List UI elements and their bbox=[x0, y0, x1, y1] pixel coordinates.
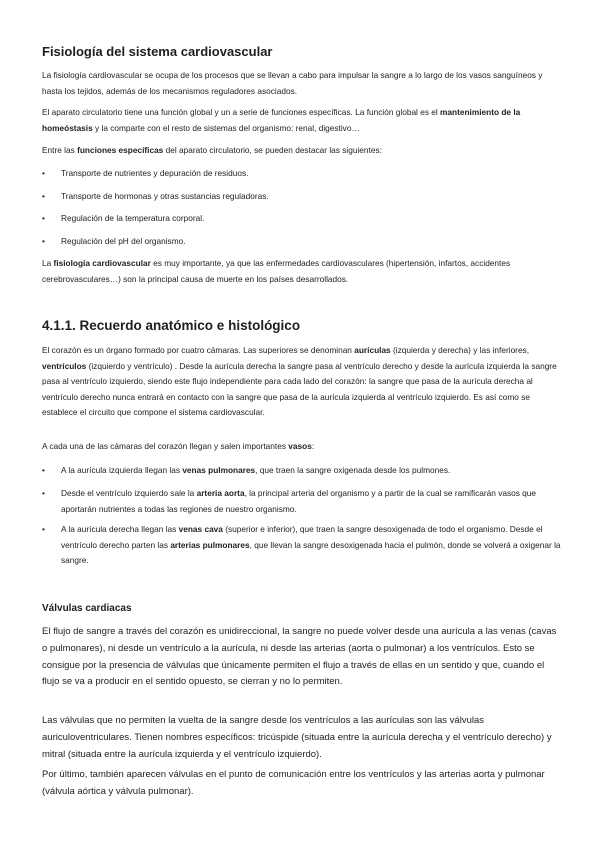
bullet-icon: • bbox=[42, 236, 45, 246]
text-run: La bbox=[42, 258, 54, 268]
bold-term: aurículas bbox=[354, 345, 391, 355]
text-run: El aparato circulatorio tiene una función global y un a serie de funciones específicas. La función global es el bbox=[42, 107, 441, 117]
list-item-text: Transporte de nutrientes y depuración de residuos. bbox=[61, 168, 249, 178]
bullet-icon: • bbox=[42, 524, 45, 534]
bold-term: funciones específicas bbox=[77, 145, 164, 155]
bold-term: vasos bbox=[288, 441, 312, 451]
list-item-text: Regulación de la temperatura corporal. bbox=[61, 213, 205, 223]
bullet-icon: • bbox=[42, 465, 45, 475]
bold-term: ventrículos bbox=[42, 360, 87, 371]
text-run: (izquierdo y ventrículo) . Desde la aurícula derecha la sangre pasa al ventrículo derecho y desde la aurícula izquierda la sangre pasa al ventrículo izquierdo, siendo este flujo independiente para cada lado del corazón: la sangre que pasa de la aurícula derecha al ventrículo derecho nunca entrará en contacto con la sangre que pasa de la aurícula izquierda al ventrículo izquierdo. Es así como se establece el circuito que compone el sistema cardiovascular. bbox=[42, 360, 557, 417]
list-item-text bbox=[61, 522, 562, 569]
text-run: es muy importante, ya que las enfermedades cardiovasculares (hipertensión, infartos, accidentes cerebrovasculares…) son la principal causa de muerte en los países desarrollados. bbox=[42, 258, 511, 284]
text-run: y la comparte con el resto de sistemas del organismo: renal, digestivo… bbox=[92, 122, 360, 133]
list-item-text: Transporte de hormonas y otras sustancias reguladoras. bbox=[61, 191, 269, 201]
intro-paragraph-3 bbox=[42, 143, 562, 159]
bold-term: arterias pulmonares bbox=[170, 539, 250, 550]
text-run: , que traen la sangre oxigenada desde los pulmones. bbox=[255, 465, 451, 475]
text-run: , la principal arteria del organismo y a partir de la cual se ramificarán vasos que aportarán nutrientes a todas las regiones de nuestro organismo. bbox=[61, 488, 537, 514]
text-run: (superior e inferior), que traen la sangre desoxigenada de todo el organismo. Desde el ventrículo derecho parten las bbox=[61, 524, 543, 550]
bullet-icon: • bbox=[42, 213, 45, 223]
intro-paragraph-1: La fisiología cardiovascular se ocupa de los procesos que se llevan a cabo para impulsar la sangre a lo largo de los vasos sanguíneos y hasta los tejidos, además de los mecanismos reguladores asociados. bbox=[42, 70, 543, 96]
intro-paragraph-2 bbox=[42, 105, 562, 136]
section-heading: 4.1.1. Recuerdo anatómico e histológico bbox=[42, 318, 301, 333]
bold-term: mantenimiento de la homeóstasis bbox=[42, 107, 521, 133]
subsection-heading: Válvulas cardiacas bbox=[42, 603, 132, 614]
valves-paragraph-2: Las válvulas que no permiten la vuelta de la sangre desde los ventrículos a las aurículas son las válvulas auriculoventriculares. Tienen nombres específicos: tricúspide (situada entre la aurícula derecha y el ventrículo derecho) y mitral (situada entre la aurícula izquierda y el ventrículo izquierdo). bbox=[42, 715, 552, 760]
text-run: del aparato circulatorio, se pueden destacar las siguientes: bbox=[163, 145, 382, 155]
text-run: Entre las bbox=[42, 145, 78, 155]
bullet-icon: • bbox=[42, 168, 45, 178]
valves-paragraph-1: El flujo de sangre a través del corazón es unidireccional, la sangre no puede volver desde una aurícula a las venas (cavas o pulmonares), ni desde un ventrículo a la aurícula, ni desde las arterias (aorta o pulmonar) a los ventrículos. Esto se consigue por la presencia de válvulas que únicamente permiten el flujo a través de ellas en un sentido y que, cuando el flujo se va a producir en el sentido opuesto, se cierran y no lo permiten. bbox=[42, 626, 557, 688]
section-paragraph-2 bbox=[42, 439, 562, 455]
bold-term: fisiología cardiovascular bbox=[53, 258, 151, 268]
bullet-icon: • bbox=[42, 191, 45, 201]
text-run: Desde el ventrículo izquierdo sale la bbox=[61, 488, 197, 498]
list-item-text bbox=[61, 486, 562, 517]
text-run: , que llevan la sangre desoxigenada hacia el pulmón, donde se volverá a oxigenar la sangre. bbox=[61, 539, 561, 565]
intro-paragraph-4 bbox=[42, 256, 562, 287]
text-run: (izquierda y derecha) y las inferiores, bbox=[390, 345, 530, 355]
list-item-text bbox=[61, 463, 562, 479]
text-run: : bbox=[311, 441, 315, 451]
page-title: Fisiología del sistema cardiovascular bbox=[42, 44, 273, 59]
bold-term: arteria aorta bbox=[196, 488, 245, 498]
text-run: A la aurícula izquierda llegan las bbox=[61, 465, 183, 475]
text-run: A cada una de las cámaras del corazón llegan y salen importantes bbox=[42, 441, 289, 451]
section-paragraph-1 bbox=[42, 343, 562, 421]
valves-paragraph-3: Por último, también aparecen válvulas en el punto de comunicación entre los ventrículos y las arterias aorta y pulmonar (válvula aórtica y válvula pulmonar). bbox=[42, 769, 545, 797]
bold-term: venas pulmonares bbox=[182, 465, 256, 475]
text-run: A la aurícula derecha llegan las bbox=[61, 524, 179, 534]
bullet-icon: • bbox=[42, 488, 45, 498]
text-run: El corazón es un órgano formado por cuatro cámaras. Las superiores se denominan bbox=[42, 345, 355, 355]
bold-term: venas cava bbox=[178, 524, 223, 534]
list-item-text: Regulación del pH del organismo. bbox=[61, 236, 186, 246]
